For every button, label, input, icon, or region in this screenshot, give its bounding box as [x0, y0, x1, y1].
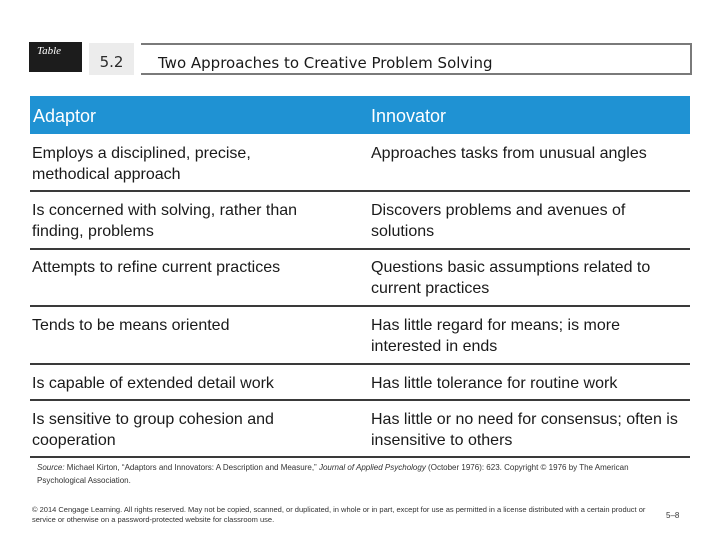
row-divider: [30, 305, 690, 307]
page-number: 5–8: [666, 511, 680, 520]
adaptor-cell: Tends to be means oriented: [32, 317, 230, 334]
row-divider: [30, 363, 690, 365]
row-divider: [30, 456, 690, 458]
table-header: [30, 96, 690, 134]
innovator-cell: Approaches tasks from unusual angles: [371, 145, 647, 162]
table-tag: Table: [29, 42, 82, 72]
adaptor-cell: Is sensitive to group cohesion and cooperation: [32, 411, 274, 449]
table-number: 5.2: [89, 43, 134, 75]
innovator-cell: Has little tolerance for routine work: [371, 375, 618, 392]
innovator-cell: Discovers problems and avenues of solutions: [371, 202, 626, 240]
adaptor-cell: Is capable of extended detail work: [32, 375, 274, 392]
source-journal: Journal of Applied Psychology: [318, 463, 426, 472]
source-note: [37, 461, 657, 487]
adaptor-cell: Is concerned with solving, rather than finding, problems: [32, 202, 298, 240]
copyright-notice: © 2014 Cengage Learning. All rights reserved. May not be copied, scanned, or duplicated, in whole or in part, except for use as permitted in a license distributed with a certain product or service or otherwise on a password-protected website for classroom use.: [32, 505, 646, 524]
innovator-cell: Has little regard for means; is more interested in ends: [371, 317, 620, 355]
source-text-after: (October 1976): 623. Copyright © 1976 by The American Psychological Association.: [37, 463, 629, 485]
adaptor-cell: Attempts to refine current practices: [32, 259, 281, 276]
row-divider: [30, 399, 690, 401]
row-divider: [30, 190, 690, 192]
table-title: Two Approaches to Creative Problem Solving: [141, 43, 692, 75]
header-innovator: Innovator: [371, 106, 447, 126]
source-text-before: Michael Kirton, “Adaptors and Innovators: A Description and Measure,”: [64, 463, 319, 472]
row-divider: [30, 248, 690, 250]
innovator-cell: Has little or no need for consensus; often is insensitive to others: [371, 411, 678, 449]
innovator-cell: Questions basic assumptions related to current practices: [371, 259, 651, 297]
header-adaptor: Adaptor: [33, 106, 97, 126]
source-label: Source:: [37, 463, 65, 472]
adaptor-cell: Employs a disciplined, precise, methodical approach: [32, 145, 251, 183]
